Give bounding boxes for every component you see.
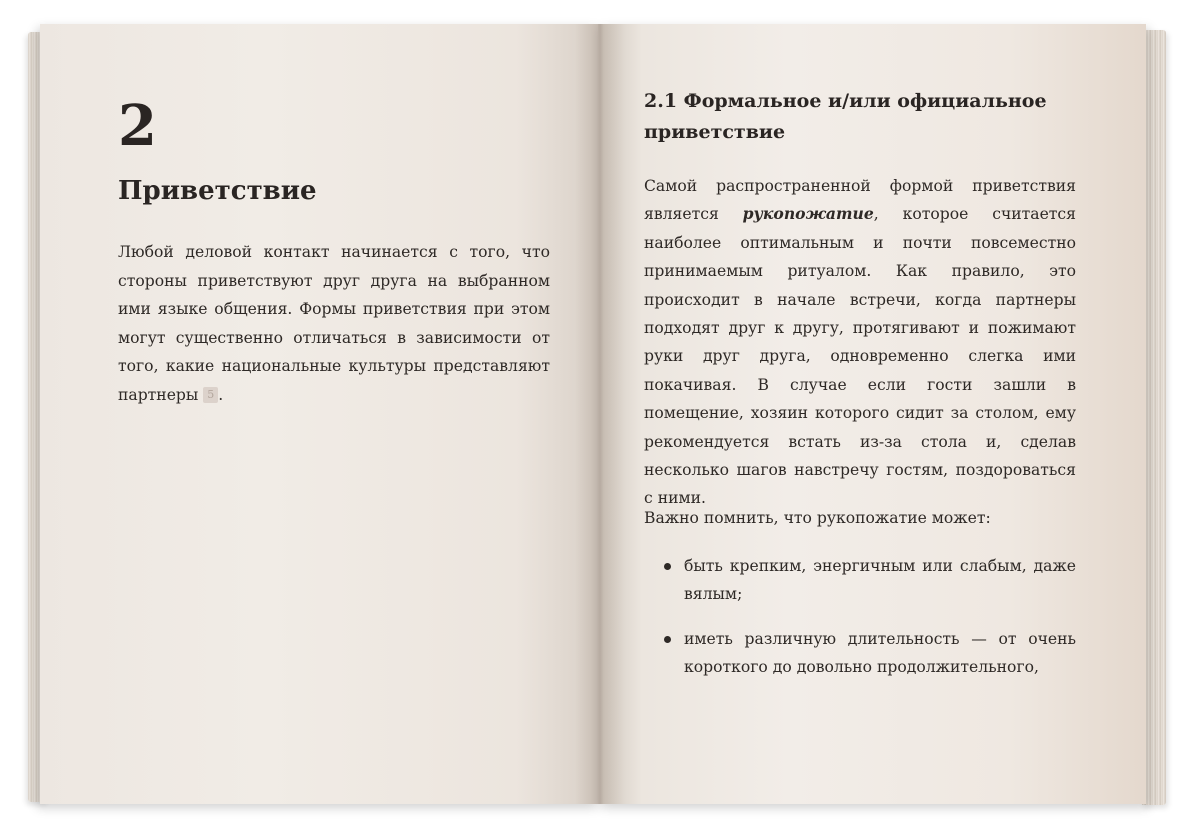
list-item-text: быть крепким, энергичным или слабым, даже вялым; (684, 557, 1076, 604)
chapter-intro-paragraph (118, 238, 550, 410)
section-title: 2.1 Формальное и/или официальное приветствие (644, 90, 1047, 143)
list-item (644, 625, 1076, 682)
section-paragraph-1 (644, 172, 1076, 513)
chapter-number: 2 (118, 93, 157, 159)
left-page (40, 24, 600, 804)
intro-text-end: . (218, 385, 224, 404)
chapter-title: Приветствие (118, 176, 317, 206)
para1-text-end: , которое считается наиболее оптимальным и почти повсеместно принимаемым ритуалом. Как правило, это происходит в начале встречи, когда партнеры подходят друг к другу, протягивают и пожимают руки друг друга, одновременно слегка ими покачивая. В случае если гости зашли в помещение, хозяин которого сидит за столом, ему рекомендуется встать из-за стола и, сделав несколько шагов навстречу гостям, поздороваться с ними. (644, 205, 1076, 508)
list-item (644, 552, 1076, 609)
intro-text: Любой деловой контакт начинается с того, что стороны приветствуют друг друга на выбранном ими языке общения. Формы приветствия при этом могут существенно отличаться в зависимости от того, какие национальные культуры представляют партнеры (118, 243, 550, 404)
bullet-icon (664, 563, 671, 570)
section-paragraph-2: Важно помнить, что рукопожатие может: (644, 509, 991, 527)
para1-text-start: Самой распространенной формой приветствия является (644, 177, 1076, 224)
list-item-text: иметь различную длительность — от очень короткого до довольно продолжительного, (684, 629, 1076, 677)
bullet-icon (664, 636, 671, 643)
bullet-list (644, 552, 1076, 698)
footnote-reference[interactable]: 5 (203, 387, 218, 403)
right-page (598, 24, 1146, 804)
emphasized-term: рукопожатие (742, 204, 874, 224)
